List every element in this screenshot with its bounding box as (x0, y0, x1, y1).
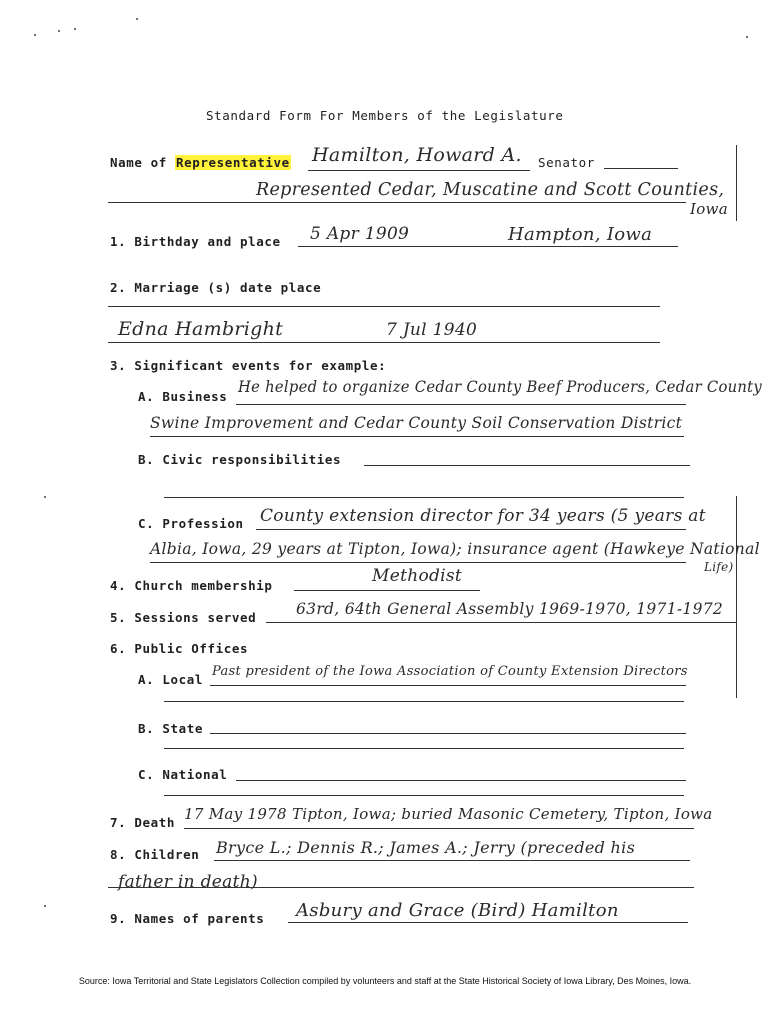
q3b-label: B. Civic responsibilities (138, 452, 342, 467)
q3c-label: C. Profession (138, 516, 244, 531)
birth-line (298, 246, 678, 247)
civic-line-1 (364, 465, 690, 466)
marriage-spouse-answer: Edna Hambright (118, 318, 284, 340)
scan-speck (74, 28, 76, 30)
scan-speck (34, 34, 36, 36)
business-answer-1: He helped to organize Cedar County Beef Producers, Cedar County (238, 378, 763, 396)
senator-line (604, 168, 678, 169)
parents-answer: Asbury and Grace (Bird) Hamilton (296, 900, 619, 921)
represented-answer-1: Represented Cedar, Muscatine and Scott Counties, (256, 180, 725, 200)
local-line-1 (210, 685, 686, 686)
representative-highlight: Representative (176, 155, 290, 170)
name-label (110, 155, 291, 170)
margin-bracket-middle (736, 496, 737, 698)
marriage-line-1 (108, 306, 660, 307)
children-answer-2: father in death) (118, 872, 258, 892)
q2-label: 2. Marriage (s) date place (110, 280, 322, 295)
margin-bracket-top (736, 145, 737, 221)
q7-label: 7. Death (110, 815, 176, 830)
local-answer: Past president of the Iowa Association of County Extension Directors (212, 664, 688, 679)
scan-speck (44, 905, 46, 907)
death-line (184, 828, 694, 829)
scan-speck (44, 496, 46, 498)
q3a-label: A. Business (138, 389, 228, 404)
source-citation: Source: Iowa Territorial and State Legislators Collection compiled by volunteers and staff at the State Historical Society of Iowa Library, Des Moines, Iowa. (78, 976, 692, 986)
children-answer-1: Bryce L.; Dennis R.; James A.; Jerry (preceded his (216, 838, 636, 857)
national-line-1 (236, 780, 686, 781)
profession-line-1 (256, 529, 686, 530)
profession-answer-3: Life) (704, 560, 734, 574)
marriage-line-2 (108, 342, 660, 343)
q8-label: 8. Children (110, 847, 200, 862)
q4-label: 4. Church membership (110, 578, 273, 593)
death-answer: 17 May 1978 Tipton, Iowa; buried Masonic Cemetery, Tipton, Iowa (184, 805, 713, 823)
business-answer-2: Swine Improvement and Cedar County Soil Conservation District (150, 414, 683, 432)
scan-speck (746, 36, 748, 38)
scan-speck (136, 18, 138, 20)
marriage-date-answer: 7 Jul 1940 (386, 320, 478, 340)
name-answer: Hamilton, Howard A. (312, 144, 522, 166)
birth-place-answer: Hampton, Iowa (508, 224, 653, 245)
q6-label: 6. Public Offices (110, 641, 249, 656)
business-line-1 (236, 404, 686, 405)
church-answer: Methodist (372, 566, 463, 586)
name-line (308, 170, 530, 171)
q9-label: 9. Names of parents (110, 911, 265, 926)
q3-label: 3. Significant events for example: (110, 358, 387, 373)
represented-answer-2: Iowa (690, 200, 728, 218)
sessions-line (266, 622, 736, 623)
business-line-2 (150, 436, 684, 437)
state-line-2 (164, 748, 684, 749)
scan-speck (58, 30, 60, 32)
profession-line-2 (150, 562, 686, 563)
birth-date-answer: 5 Apr 1909 (310, 224, 410, 244)
q6c-label: C. National (138, 767, 228, 782)
profession-answer-2: Albia, Iowa, 29 years at Tipton, Iowa); insurance agent (Hawkeye National (150, 540, 760, 558)
name-prefix: Name of (110, 155, 176, 170)
children-line-1 (214, 860, 690, 861)
national-line-2 (164, 795, 684, 796)
state-line-1 (210, 733, 686, 734)
church-line (294, 590, 480, 591)
local-line-2 (164, 701, 684, 702)
profession-answer-1: County extension director for 34 years (5 years at (260, 506, 706, 526)
children-line-2 (108, 887, 694, 888)
q1-label: 1. Birthday and place (110, 234, 281, 249)
parents-line (288, 922, 688, 923)
q6a-label: A. Local (138, 672, 204, 687)
civic-line-2 (164, 497, 684, 498)
sessions-answer: 63rd, 64th General Assembly 1969-1970, 1971-1972 (296, 600, 724, 618)
represented-line (108, 202, 686, 203)
q5-label: 5. Sessions served (110, 610, 257, 625)
q6b-label: B. State (138, 721, 204, 736)
senator-label: Senator (538, 155, 595, 170)
form-title: Standard Form For Members of the Legislature (206, 108, 564, 123)
